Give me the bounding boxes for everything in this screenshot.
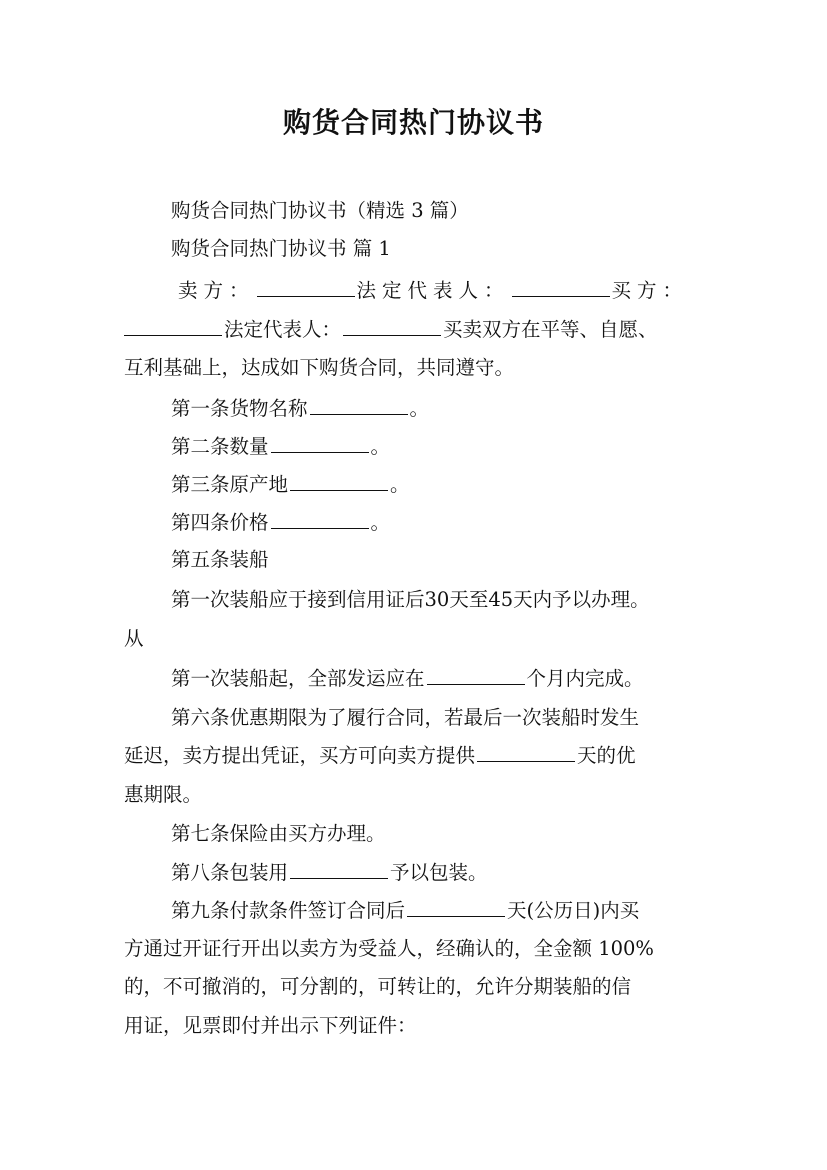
text-run: 天的优 — [577, 744, 636, 767]
fill-blank — [271, 432, 369, 453]
paragraph-line — [171, 197, 469, 225]
text-run: 第六条优惠期限为了履行合同，若最后一次装船时发生 — [171, 706, 640, 729]
text-run: 。 — [409, 397, 430, 420]
text-run: 法定代表人： — [224, 318, 342, 341]
text-run: 第五条装船 — [171, 548, 269, 571]
paragraph-line — [171, 394, 429, 423]
fill-blank — [271, 508, 369, 529]
fill-blank — [290, 470, 388, 491]
paragraph-line — [171, 896, 639, 925]
paragraph-line — [124, 625, 144, 653]
text-run: 第三条原产地 — [171, 473, 289, 496]
paragraph-line — [124, 315, 658, 344]
fill-blank — [290, 858, 388, 879]
text-run: 第四条价格 — [171, 511, 269, 534]
text-run: 买卖双方在平等、自愿、 — [443, 318, 658, 341]
paragraph-line — [171, 820, 386, 848]
fill-blank — [512, 276, 610, 297]
paragraph-line — [171, 704, 639, 732]
text-run: 延迟，卖方提出凭证，买方可向卖方提供 — [124, 744, 476, 767]
text-run: 方通过开证行开出以卖方为受益人，经确认的，全金额 100% — [124, 937, 654, 960]
text-run: 。 — [370, 511, 391, 534]
document-title: 购货合同热门协议书 — [282, 106, 544, 139]
paragraph-line — [171, 664, 644, 693]
fill-blank — [124, 315, 222, 336]
text-run: 用证，见票即付并出示下列证件： — [124, 1014, 417, 1037]
fill-blank — [343, 315, 441, 336]
paragraph-line — [124, 1012, 417, 1040]
text-run: 第九条付款条件签订合同后 — [171, 899, 406, 922]
text-run: 天(公历日)内买 — [507, 899, 640, 922]
text-run: 第一次装船起，全部发运应在 — [171, 667, 425, 690]
text-run: 。 — [370, 435, 391, 458]
paragraph-line — [171, 508, 390, 537]
text-run: 第七条保险由买方办理。 — [171, 822, 386, 845]
paragraph-line — [171, 432, 390, 461]
paragraph-line — [124, 935, 654, 963]
text-run: 法定代表人： — [356, 279, 510, 302]
fill-blank — [477, 741, 575, 762]
text-run: 互利基础上，达成如下购货合同，共同遵守。 — [124, 356, 515, 379]
fill-blank — [427, 664, 525, 685]
text-run: 从 — [124, 627, 144, 650]
paragraph-line — [124, 973, 631, 1001]
paragraph-line — [124, 741, 636, 770]
text-run: 惠期限。 — [124, 783, 203, 806]
text-run: 第一条货物名称 — [171, 397, 308, 420]
text-run: 。 — [390, 473, 410, 496]
paragraph-line — [171, 470, 410, 499]
paragraph-line — [171, 586, 650, 614]
text-run: 个月内完成。 — [526, 667, 644, 690]
text-run: 买方： — [611, 279, 689, 302]
text-run: 购货合同热门协议书 篇 1 — [171, 237, 391, 260]
fill-blank — [407, 896, 505, 917]
paragraph-line — [178, 276, 688, 305]
paragraph-line — [171, 858, 488, 887]
paragraph-line — [124, 781, 202, 809]
text-run: 第二条数量 — [171, 435, 269, 458]
text-run: 第八条包装用 — [171, 861, 289, 884]
paragraph-line — [171, 546, 269, 574]
text-run: 予以包装。 — [390, 861, 488, 884]
text-run: 购货合同热门协议书（精选 3 篇） — [171, 199, 469, 222]
text-run: 卖方： — [178, 279, 255, 302]
fill-blank — [310, 394, 408, 415]
text-run: 的，不可撤消的，可分割的，可转让的，允许分期装船的信 — [124, 975, 632, 998]
paragraph-line — [124, 354, 514, 382]
text-run: 第一次装船应于接到信用证后30天至45天内予以办理。 — [171, 588, 650, 611]
paragraph-line — [171, 235, 391, 263]
fill-blank — [257, 276, 355, 297]
